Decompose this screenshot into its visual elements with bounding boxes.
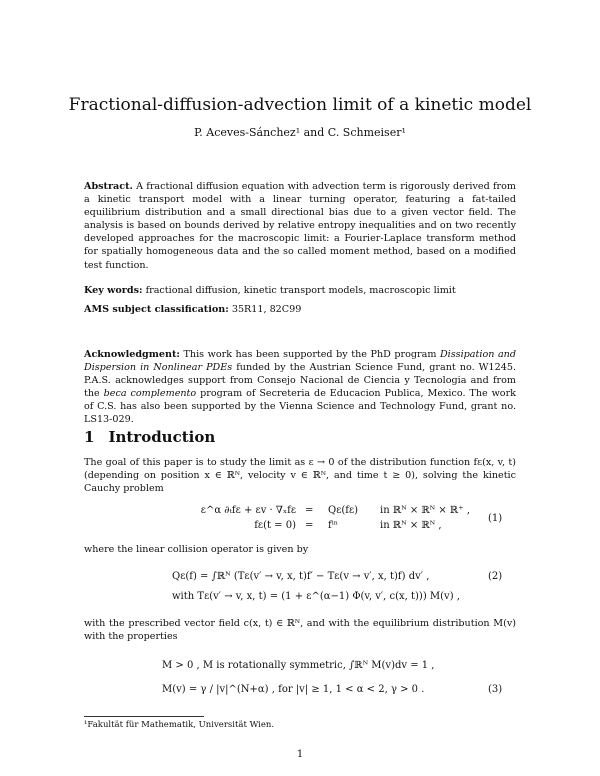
ack-program-name: Dissipation and Dispersion in Nonlinear PDEs <box>84 349 516 374</box>
authors: P. Aceves-Sánchez¹ and C. Schmeiser¹ <box>194 126 406 139</box>
intro-paragraph-3: with the prescribed vector field c(x, t) ∈ ℝᴺ, and with the equilibrium distribution M(v) with the properties <box>84 618 516 643</box>
ack-text-2: funded by the Austrian Science Fund, grant no. W1245. P.A.S. acknowledges support from Consejo Nacional de Ciencia y Tecnologia and from the <box>84 362 516 400</box>
page-number: 1 <box>296 749 304 760</box>
footnote-rule <box>84 716 204 717</box>
ack-label: Acknowledgment: <box>84 349 180 360</box>
keywords-label: Key words: <box>84 285 143 296</box>
keywords <box>84 284 516 297</box>
section-heading <box>84 428 215 446</box>
eq2-line1: Qε(f) = ∫ℝᴺ (Tε(v′ → v, x, t)f′ − Tε(v → v′, x, t)f) dv′ , <box>172 571 430 582</box>
ack-text-3: program of Secreteria de Educacion Publica, Mexico. The work of C.S. has also been supported by the Vienna Science and Technology Fund, grant no. LS13-029. <box>84 388 516 426</box>
footnote: ¹Fakultät für Mathematik, Universität Wien. <box>84 720 275 730</box>
eq1-line1-lhs: ε^α ∂ₜfε + εv · ∇ₓfε <box>200 505 296 516</box>
eq1-number: (1) <box>488 513 503 524</box>
section-number: 1 <box>84 428 95 446</box>
eq1-line2-eq: = <box>305 520 314 531</box>
paper-title: Fractional-diffusion-advection limit of a kinetic model <box>68 95 532 115</box>
ack-text-1: This work has been supported by the PhD program <box>183 349 437 360</box>
abstract-text: A fractional diffusion equation with advection term is rigorously derived from a kinetic transport model with a linear turning operator, featuring a fat-tailed equilibrium distribution and a small directional bias due to a given vector field. The analysis is based on bounds derived by relative entropy inequalities and on two recently developed approaches for the macroscopic limit: a Fourier-Laplace transform method for spatially homogeneous data and the so called moment method, based on a modified test function. <box>84 181 516 271</box>
eq2-line2: with Tε(v′ → v, x, t) = (1 + ε^(α−1) Φ(v, v′, c(x, t))) M(v) , <box>172 591 460 602</box>
section-title: Introduction <box>108 428 216 446</box>
eq1-line1-rhs: Qε(fε) <box>328 505 359 516</box>
eq1-line2-rhs: fⁱⁿ <box>328 520 339 531</box>
abstract <box>84 180 516 272</box>
abstract-label: Abstract. <box>84 181 133 192</box>
eq1-line1-eq: = <box>305 505 314 516</box>
ack-beca: beca complemento <box>103 388 197 400</box>
intro-paragraph-2: where the linear collision operator is given by <box>84 544 309 555</box>
eq1-line2-lhs: fε(t = 0) <box>254 520 296 531</box>
ams-label: AMS subject classification: <box>84 304 229 315</box>
eq1-line2-domain: in ℝᴺ × ℝᴺ , <box>380 520 442 531</box>
eq1-line1-domain: in ℝᴺ × ℝᴺ × ℝ⁺ , <box>380 505 470 516</box>
intro-paragraph-1: The goal of this paper is to study the limit as ε → 0 of the distribution function fε(x, v, t) (depending on position x ∈ ℝᴺ, velocity v ∈ ℝᴺ, and time t ≥ 0), solving the kinetic Cauchy problem <box>84 457 516 495</box>
ams-text: 35R11, 82C99 <box>231 304 302 315</box>
eq2-number: (2) <box>488 571 503 582</box>
keywords-text: fractional diffusion, kinetic transport models, macroscopic limit <box>145 285 456 296</box>
eq3-number: (3) <box>488 684 503 695</box>
ams-classification <box>84 303 516 316</box>
eq3-line1: M > 0 , M is rotationally symmetric, ∫ℝᴺ M(v)dv = 1 , <box>162 660 435 671</box>
eq3-line2: M(v) = γ / |v|^(N+α) , for |v| ≥ 1, 1 < α < 2, γ > 0 . <box>162 684 425 695</box>
acknowledgment <box>84 348 516 427</box>
